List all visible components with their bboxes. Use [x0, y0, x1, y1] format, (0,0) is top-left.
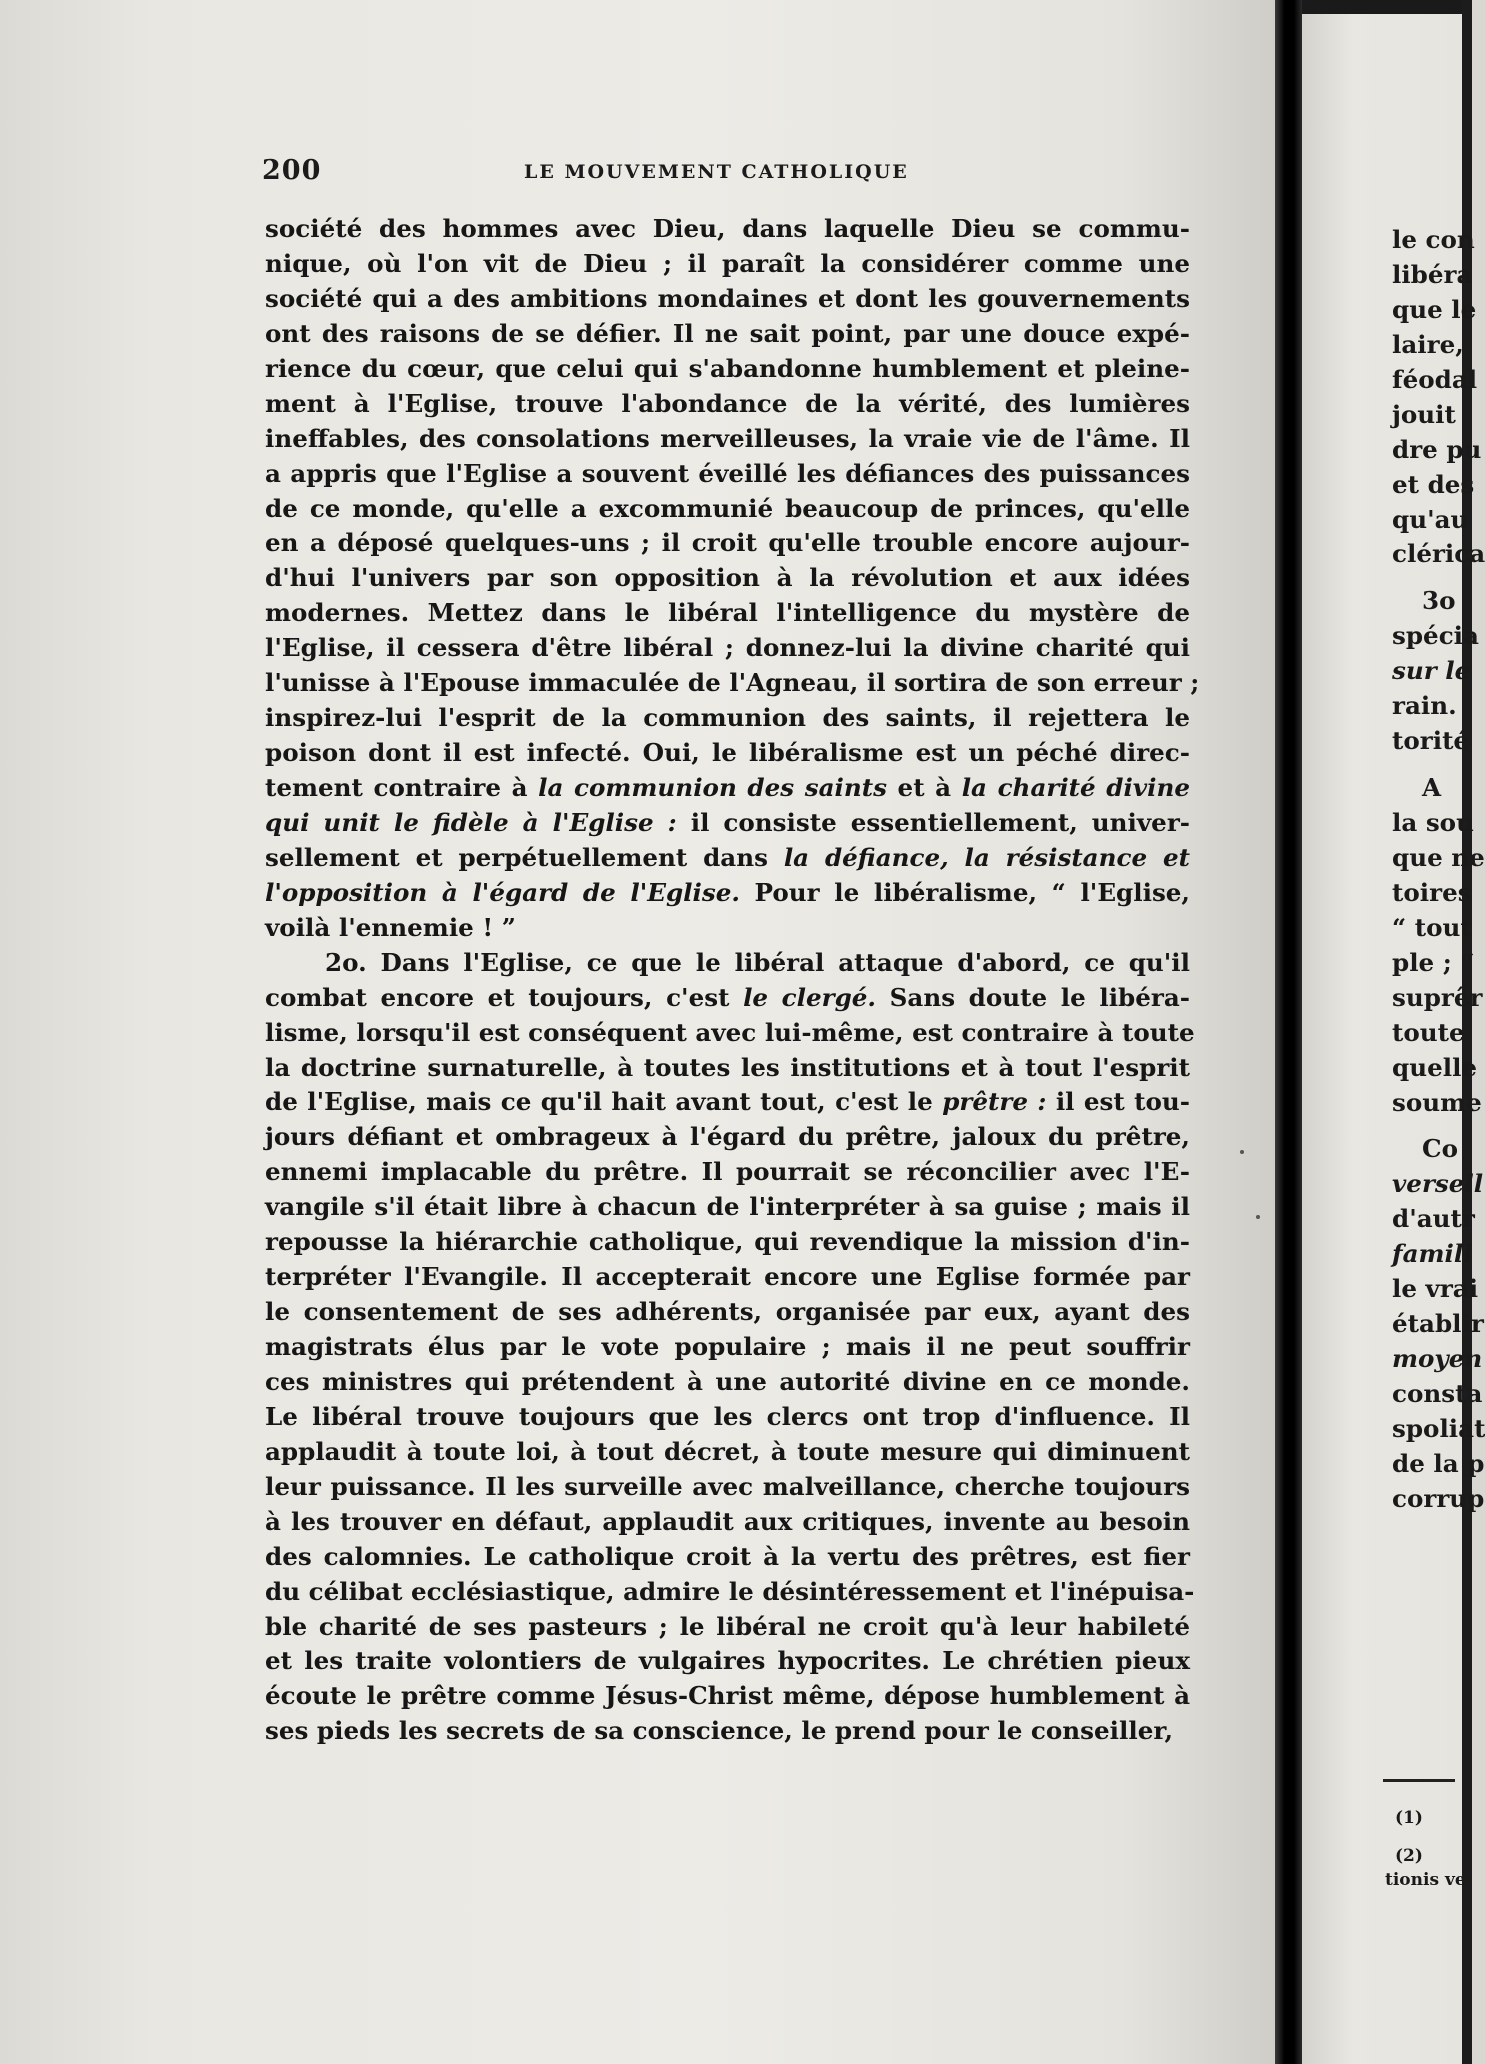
text-line-fragment: que le	[1392, 294, 1477, 324]
text-line-fragment: la sou	[1392, 808, 1474, 837]
text-line-fragment: dre pu	[1392, 434, 1482, 464]
text-line-fragment: libéra	[1392, 259, 1473, 289]
text-line: et les traite volontiers de vulgaires hypocrites. Le chrétien pieux	[265, 1646, 1190, 1676]
scan-speck	[1256, 1215, 1260, 1219]
text-line: ennemi implacable du prêtre. Il pourrait se réconcilier avec l'E-	[265, 1157, 1190, 1187]
text-line-fragment: soume	[1392, 1087, 1482, 1117]
text-line: applaudit à toute loi, à tout décret, à toute mesure qui diminuent	[265, 1436, 1190, 1466]
text-line-fragment: que ne	[1392, 842, 1485, 872]
text-line: lisme, lorsqu'il est conséquent avec lui-même, est contraire à toute	[265, 1017, 1195, 1047]
text-line: de ce monde, qu'elle a excommunié beaucoup de princes, qu'elle	[265, 493, 1190, 523]
text-line-fragment: 3o	[1422, 586, 1456, 616]
text-line: ses pieds les secrets de sa conscience, le prend pour le conseiller,	[265, 1716, 1174, 1746]
text-line: ment à l'Eglise, trouve l'abondance de la vérité, des lumières	[265, 388, 1190, 418]
text-line-fragment: qu'au	[1392, 504, 1469, 534]
text-line: société qui a des ambitions mondaines et dont les gouvernements	[265, 283, 1190, 313]
text-line-fragment: torité	[1392, 726, 1470, 756]
text-line-fragment: consta	[1392, 1379, 1483, 1408]
text-line: ces ministres qui prétendent à une autorité divine en ce monde.	[265, 1366, 1190, 1396]
text-line-fragment: d'autr	[1392, 1204, 1475, 1234]
body-text	[265, 212, 1200, 1749]
text-line-fragment: laire,	[1392, 329, 1464, 359]
text-line: d'hui l'univers par son opposition à la révolution et aux idées	[265, 563, 1190, 593]
text-line: ineffables, des consolations merveilleuses, la vraie vie de l'âme. Il	[265, 423, 1190, 453]
text-line-fragment: spécia	[1392, 621, 1479, 651]
text-line-fragment: versell	[1392, 1169, 1484, 1199]
text-line-fragment: et des	[1392, 469, 1475, 499]
text-line-fragment: clérica	[1392, 539, 1485, 569]
text-line-fragment: le vrai	[1392, 1274, 1479, 1304]
scan-border-top	[1302, 0, 1472, 14]
text-line: modernes. Mettez dans le libéral l'intelligence du mystère de	[265, 598, 1190, 628]
text-line-fragment: établir	[1392, 1309, 1484, 1339]
text-line: l'opposition à l'égard de l'Eglise. Pour le libéralisme, “ l'Eglise,	[265, 877, 1190, 907]
footnote-fragment: (1)	[1395, 1808, 1423, 1828]
book-gutter	[1275, 0, 1302, 2064]
text-line: le consentement de ses adhérents, organisée par eux, ayant des	[265, 1297, 1190, 1327]
page-header	[262, 155, 1262, 191]
text-line-fragment: corrup	[1392, 1483, 1485, 1513]
text-line: ble charité de ses pasteurs ; le libéral ne croit qu'à leur habileté	[265, 1611, 1190, 1641]
text-line: combat encore et toujours, c'est le clergé. Sans doute le libéra-	[265, 982, 1190, 1012]
text-line-fragment: sur le	[1392, 656, 1471, 686]
text-line: a appris que l'Eglise a souvent éveillé les défiances des puissances	[265, 458, 1190, 488]
text-line: jours défiant et ombrageux à l'égard du prêtre, jaloux du prêtre,	[265, 1122, 1190, 1152]
text-line: repousse la hiérarchie catholique, qui revendique la mission d'in-	[265, 1227, 1190, 1257]
text-line: tement contraire à la communion des saints et à la charité divine	[265, 773, 1190, 802]
text-line: du célibat ecclésiastique, admire le désintéressement et l'inépuisa-	[265, 1576, 1195, 1606]
text-line: 2o. Dans l'Eglise, ce que le libéral attaque d'abord, ce qu'il	[325, 947, 1190, 977]
footnote-rule	[1383, 1779, 1455, 1782]
text-line-fragment: toute	[1392, 1017, 1465, 1047]
text-line: vangile s'il était libre à chacun de l'interpréter à sa guise ; mais il	[265, 1192, 1190, 1222]
text-line-fragment: de la p	[1392, 1448, 1485, 1478]
text-line: rience du cœur, que celui qui s'abandonne humblement et pleine-	[265, 353, 1190, 383]
text-line: leur puissance. Il les surveille avec malveillance, cherche toujours	[265, 1471, 1190, 1501]
text-line: écoute le prêtre comme Jésus-Christ même, dépose humblement à	[265, 1681, 1190, 1711]
text-line: à les trouver en défaut, applaudit aux critiques, invente au besoin	[265, 1506, 1190, 1536]
text-line-fragment: A	[1422, 773, 1442, 803]
text-line-fragment: le con	[1392, 225, 1475, 254]
page-number: 200	[262, 155, 322, 186]
text-line: la doctrine surnaturelle, à toutes les institutions et à tout l'esprit	[265, 1052, 1190, 1082]
text-line: inspirez-lui l'esprit de la communion des saints, il rejettera le	[265, 703, 1190, 733]
text-line: voilà l'ennemie ! ”	[265, 912, 516, 942]
text-line-fragment: féodal	[1392, 364, 1478, 394]
text-line: l'unisse à l'Epouse immaculée de l'Agneau, il sortira de son erreur ;	[265, 668, 1200, 698]
text-line: société des hommes avec Dieu, dans laquelle Dieu se commu-	[265, 214, 1190, 243]
footnote-fragment: tionis ve	[1385, 1870, 1466, 1890]
text-line-fragment: rain.	[1392, 691, 1457, 721]
text-line-fragment: ple ; “	[1392, 947, 1475, 977]
text-line-fragment: moyen	[1392, 1344, 1483, 1374]
right-page-footnotes	[1385, 1808, 1466, 1908]
text-line: sellement et perpétuellement dans la défiance, la résistance et	[265, 842, 1190, 872]
footnote-fragment: (2)	[1395, 1846, 1423, 1866]
text-line-fragment: jouit	[1392, 399, 1456, 429]
text-line-fragment: quelle	[1392, 1052, 1478, 1082]
text-line-fragment: toires	[1392, 877, 1472, 907]
text-line: qui unit le fidèle à l'Eglise : il consiste essentiellement, univer-	[265, 807, 1190, 837]
text-line: Le libéral trouve toujours que les clercs ont trop d'influence. Il	[265, 1401, 1190, 1431]
right-page-text-fragment	[1392, 223, 1485, 1513]
text-line: des calomnies. Le catholique croit à la vertu des prêtres, est fier	[265, 1541, 1190, 1571]
text-line: de l'Eglise, mais ce qu'il hait avant tout, c'est le prêtre : il est tou-	[265, 1087, 1190, 1117]
running-head: LE MOUVEMENT CATHOLIQUE	[524, 161, 909, 183]
text-line: nique, où l'on vit de Dieu ; il paraît la considérer comme une	[265, 248, 1190, 278]
text-line-fragment: spoliat	[1392, 1413, 1485, 1443]
text-line: magistrats élus par le vote populaire ; mais il ne peut souffrir	[265, 1332, 1190, 1361]
text-line: l'Eglise, il cessera d'être libéral ; donnez-lui la divine charité qui	[265, 633, 1190, 663]
text-line: en a déposé quelques-uns ; il croit qu'elle trouble encore aujour-	[265, 528, 1190, 558]
text-line-fragment: Co	[1422, 1134, 1458, 1164]
text-line-fragment: famill	[1392, 1239, 1473, 1269]
text-line-fragment: suprêr	[1392, 982, 1483, 1012]
text-line: ont des raisons de se défier. Il ne sait point, par une douce expé-	[265, 318, 1190, 348]
text-line-fragment: “ tout	[1392, 912, 1472, 942]
text-line: terpréter l'Evangile. Il accepterait encore une Eglise formée par	[265, 1262, 1190, 1292]
text-line: poison dont il est infecté. Oui, le libéralisme est un péché direc-	[265, 738, 1190, 768]
scan-speck	[1240, 1150, 1244, 1154]
